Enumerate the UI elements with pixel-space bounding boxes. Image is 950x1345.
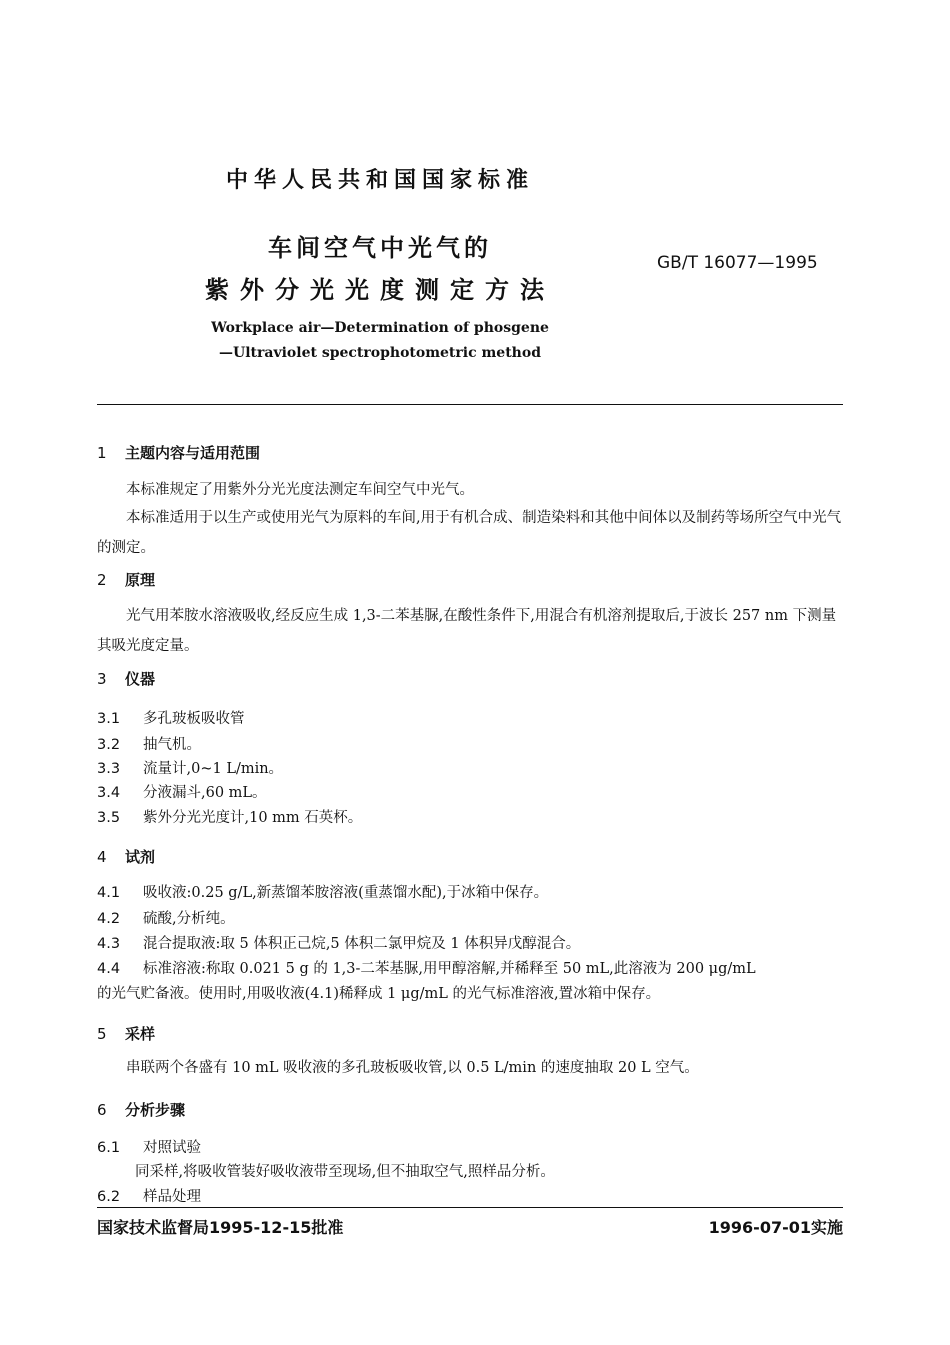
item-text: 抽气机。 xyxy=(143,737,201,753)
item-3-2 xyxy=(97,733,201,754)
section-4-heading xyxy=(97,846,155,867)
section-number: 6 xyxy=(97,1101,107,1119)
section-2-heading xyxy=(97,569,155,590)
section-2-paragraph: 光气用苯胺水溶液吸收,经反应生成 1,3-二苯基脲,在酸性条件下,用混合有机溶剂提取后,于波长 257 nm 下测量其吸光度定量。 xyxy=(97,608,837,654)
item-number: 6.2 xyxy=(97,1189,121,1205)
approval-note: 国家技术监督局1995-12-15批准 xyxy=(97,1218,344,1237)
item-text: 混合提取液:取 5 体积正己烷,5 体积二氯甲烷及 1 体积异戊醇混合。 xyxy=(143,936,581,952)
item-number: 3.1 xyxy=(97,711,121,727)
item-3-4 xyxy=(97,781,267,802)
section-title: 仪器 xyxy=(125,670,156,688)
item-number: 3.2 xyxy=(97,737,121,753)
section-title: 试剂 xyxy=(125,848,156,866)
item-text: 分液漏斗,60 mL。 xyxy=(143,785,267,801)
item-number: 3.4 xyxy=(97,785,121,801)
section-1-heading xyxy=(97,442,260,463)
item-6-1-body: 同采样,将吸收管装好吸收液带至现场,但不抽取空气,照样品分析。 xyxy=(135,1164,555,1180)
section-number: 1 xyxy=(97,444,107,462)
section-title: 分析步骤 xyxy=(125,1101,186,1119)
title-line-2: 紫外分光光度测定方法 xyxy=(205,276,555,304)
item-number: 4.2 xyxy=(97,911,121,927)
item-4-4 xyxy=(97,957,756,978)
item-number: 3.5 xyxy=(97,810,121,826)
item-number: 4.3 xyxy=(97,936,121,952)
section-number: 3 xyxy=(97,670,107,688)
item-6-1 xyxy=(97,1136,201,1157)
standard-code: GB/T 16077—1995 xyxy=(657,253,818,273)
item-number: 4.1 xyxy=(97,885,121,901)
section-3-heading xyxy=(97,668,155,689)
item-4-1 xyxy=(97,881,548,902)
english-title-line-2: —Ultraviolet spectrophotometric method xyxy=(219,345,541,361)
item-text: 紫外分光光度计,10 mm 石英杯。 xyxy=(143,810,363,826)
item-4-2 xyxy=(97,907,235,928)
section-6-heading xyxy=(97,1099,185,1120)
item-text: 硫酸,分析纯。 xyxy=(143,911,235,927)
english-title-line-1: Workplace air—Determination of phosgene xyxy=(211,320,549,336)
item-number: 4.4 xyxy=(97,961,121,977)
item-text: 样品处理 xyxy=(143,1189,201,1205)
section-title: 主题内容与适用范围 xyxy=(125,444,261,462)
item-3-3 xyxy=(97,757,283,778)
section-1-paragraph-2: 本标准适用于以生产或使用光气为原料的车间,用于有机合成、制造染料和其他中间体以及制药等场所空气中光气的测定。 xyxy=(97,510,842,556)
section-number: 5 xyxy=(97,1025,107,1043)
item-text: 多孔玻板吸收管 xyxy=(143,711,245,727)
item-text: 吸收液:0.25 g/L,新蒸馏苯胺溶液(重蒸馏水配),于冰箱中保存。 xyxy=(143,885,549,901)
item-number: 3.3 xyxy=(97,761,121,777)
section-title: 原理 xyxy=(125,571,156,589)
header-divider xyxy=(97,404,843,405)
section-1-paragraph-1: 本标准规定了用紫外分光光度法测定车间空气中光气。 xyxy=(126,482,474,498)
item-6-2 xyxy=(97,1185,201,1206)
item-text: 标准溶液:称取 0.021 5 g 的 1,3-二苯基脲,用甲醇溶解,并稀释至 50 mL,此溶液为 200 μg/mL xyxy=(143,961,756,977)
section-5-heading xyxy=(97,1023,155,1044)
title-line-1: 车间空气中光气的 xyxy=(268,234,492,262)
item-4-4-continuation: 的光气贮备液。使用时,用吸收液(4.1)稀释成 1 μg/mL 的光气标准溶液,置冰箱中保存。 xyxy=(97,986,661,1002)
section-title: 采样 xyxy=(125,1025,156,1043)
national-standard-heading: 中华人民共和国国家标准 xyxy=(225,168,534,193)
item-4-3 xyxy=(97,932,580,953)
section-number: 4 xyxy=(97,848,107,866)
section-5-paragraph: 串联两个各盛有 10 mL 吸收液的多孔玻板吸收管,以 0.5 L/min 的速度抽取 20 L 空气。 xyxy=(126,1060,699,1076)
item-text: 对照试验 xyxy=(143,1140,201,1156)
item-number: 6.1 xyxy=(97,1140,121,1156)
item-3-1 xyxy=(97,707,245,728)
implementation-date: 1996-07-01实施 xyxy=(708,1218,843,1237)
footer-divider xyxy=(97,1207,843,1208)
section-number: 2 xyxy=(97,571,107,589)
item-text: 流量计,0~1 L/min。 xyxy=(143,761,284,777)
item-3-5 xyxy=(97,806,362,827)
